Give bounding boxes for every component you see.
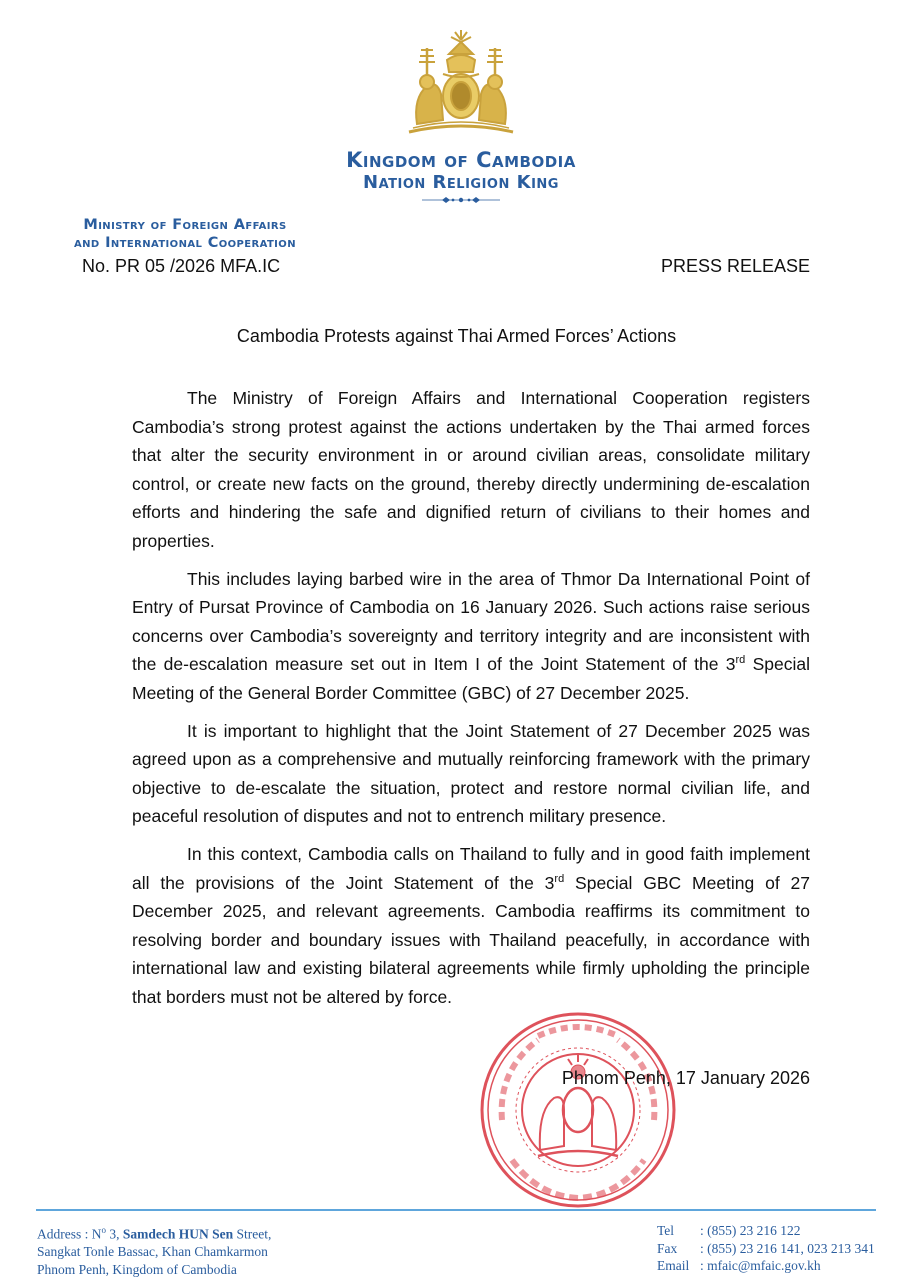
ministry-name-line1: Ministry of Foreign Affairs xyxy=(83,217,287,233)
paragraph-4-text-b: Special GBC Meeting of 27 December 2025, and relevant agreements. Cambodia reaffirms its commitment to resolving border and boundary issues with Thailand peacefully, in accordance with international law and existing bilateral agreements while firmly upholding the principle that borders must not be altered by force. xyxy=(132,872,810,1007)
royal-arms-emblem xyxy=(403,28,519,140)
tel-label: Tel xyxy=(657,1223,675,1238)
document-type: PRESS RELEASE xyxy=(660,256,810,276)
paragraph-2-text-b: Special Meeting of the General Border Committee (GBC) of 27 December 2025. xyxy=(132,654,810,703)
street-suffix: Street, xyxy=(233,1226,272,1242)
address-line-3: Phnom Penh, Kingdom of Cambodia xyxy=(37,1261,237,1277)
kingdom-header xyxy=(300,149,622,194)
ministry-header xyxy=(40,216,330,252)
tel-row xyxy=(657,1222,875,1240)
ordinal-suffix: rd xyxy=(554,872,565,885)
street-name: Samdech HUN Sen xyxy=(122,1226,234,1242)
number-sup: o xyxy=(101,1225,106,1235)
paragraph-2 xyxy=(132,565,810,708)
ministry-seal-stamp xyxy=(478,1010,678,1210)
email-value[interactable]: : mfaic@mfaic.gov.kh xyxy=(700,1258,821,1273)
ordinal-suffix: rd xyxy=(735,654,746,667)
footer-address xyxy=(37,1222,271,1278)
footer-divider xyxy=(36,1209,876,1211)
fax-row xyxy=(657,1240,875,1258)
national-motto: Nation Religion King xyxy=(363,172,559,193)
paragraph-1: The Ministry of Foreign Affairs and International Cooperation registers Cambodia’s strong protest against the actions undertaken by the Thai armed forces that alter the security environment in or around civilian areas, consolidate military control, or create new facts on the ground, thereby directly undermining de-escalation efforts and hindering the safe and dignified return of civilians to their homes and properties. xyxy=(132,388,810,551)
paragraph-4-text-a: In this context, Cambodia calls on Thailand to fully and in good faith implement all the provisions of the Joint Statement of the 3 xyxy=(132,843,810,893)
address-line-2: Sangkat Tonle Bassac, Khan Chamkarmon xyxy=(37,1244,268,1259)
place-and-date: Phnom Penh, 17 January 2026 xyxy=(561,1068,810,1088)
address-line-1 xyxy=(37,1222,271,1243)
paragraph-2-text-a: This includes laying barbed wire in the area of Thmor Da International Point of Entry of Pursat Province of Cambodia on 16 January 2026. Such actions raise serious concerns over Cambodia’s sovereignty and territory integrity and are inconsistent with the de-escalation measure set out in Item I of the Joint Statement of the 3 xyxy=(132,568,810,675)
fax-value: : (855) 23 216 141, 023 213 341 xyxy=(700,1240,875,1256)
ornament-divider xyxy=(420,195,502,205)
kingdom-title: Kingdom of Cambodia xyxy=(346,148,576,172)
press-release-body xyxy=(132,384,810,1020)
address-label: Address : N xyxy=(37,1226,102,1242)
tel-value: : (855) 23 216 122 xyxy=(700,1223,801,1238)
ministry-name-line2: and International Cooperation xyxy=(74,235,296,251)
press-release-title: Cambodia Protests against Thai Armed Forces’ Actions xyxy=(236,326,677,346)
paragraph-4 xyxy=(132,840,810,1012)
footer-contact xyxy=(657,1222,875,1275)
address-number: 3, xyxy=(106,1226,123,1242)
email-label: Email xyxy=(657,1258,690,1273)
email-row xyxy=(657,1257,875,1275)
fax-label: Fax xyxy=(657,1240,678,1256)
paragraph-3: It is important to highlight that the Joint Statement of 27 December 2025 was agreed upon as a comprehensive and mutually reinforcing framework with the primary objective to de-escalate the situation, protect and restore normal civilian life, and peaceful resolution of disputes and not to entrench military presence. xyxy=(132,720,810,827)
reference-number: No. PR 05 /2026 MFA.IC xyxy=(82,256,281,276)
